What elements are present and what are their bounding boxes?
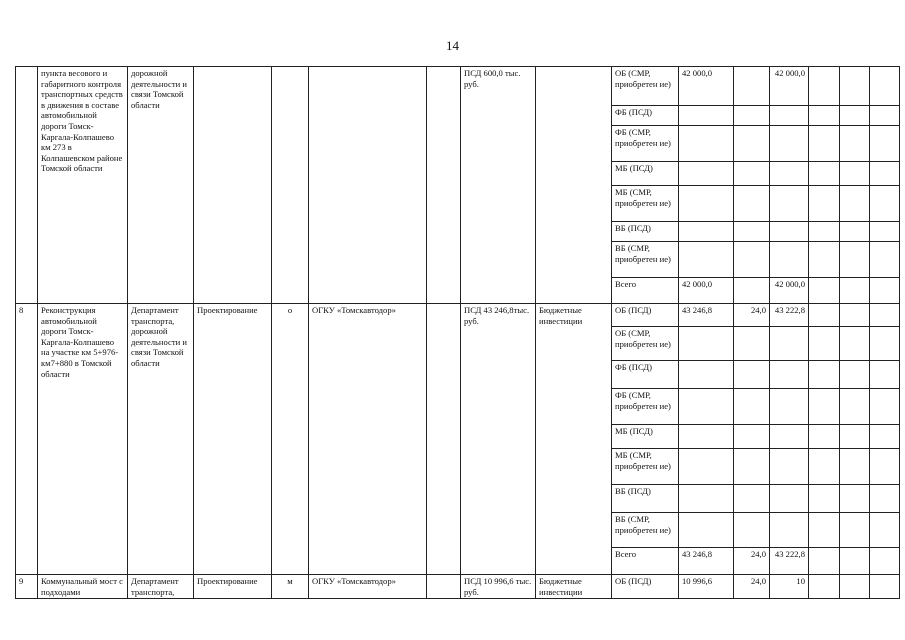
investment-type: Бюджетные инвестиции <box>536 575 612 599</box>
empty-cell <box>809 304 840 327</box>
empty-cell <box>427 67 461 304</box>
amount <box>679 485 734 513</box>
empty-cell <box>427 575 461 599</box>
empty-cell <box>870 67 900 106</box>
total <box>770 327 809 361</box>
total <box>770 449 809 485</box>
amount: 43 246,8 <box>679 548 734 575</box>
empty-cell <box>809 389 840 425</box>
amount: 10 996,6 <box>679 575 734 599</box>
object-name: Реконструкция автомобильной дороги Томск-Каргала-Колпашево на участке км 5+976-км7+880 в Томской области <box>38 304 128 575</box>
empty-cell <box>809 278 840 304</box>
percent <box>734 449 770 485</box>
total <box>770 425 809 449</box>
empty-cell <box>809 186 840 222</box>
total <box>770 242 809 278</box>
source-label: МБ (ПСД) <box>612 425 679 449</box>
empty-cell <box>809 449 840 485</box>
total: 42 000,0 <box>770 278 809 304</box>
empty-cell <box>840 304 870 327</box>
empty-cell <box>840 425 870 449</box>
amount <box>679 389 734 425</box>
source-label: ВБ (СМР, приобретен ие) <box>612 242 679 278</box>
table-row <box>16 575 900 599</box>
empty-cell <box>870 278 900 304</box>
percent <box>734 389 770 425</box>
percent <box>734 67 770 106</box>
empty-cell <box>870 575 900 599</box>
empty-cell <box>840 186 870 222</box>
percent <box>734 186 770 222</box>
empty-cell <box>840 575 870 599</box>
amount <box>679 186 734 222</box>
total <box>770 126 809 162</box>
empty-cell <box>840 126 870 162</box>
empty-cell <box>809 242 840 278</box>
stage: Проектирование <box>194 304 272 575</box>
stage <box>194 67 272 304</box>
percent <box>734 513 770 548</box>
percent <box>734 485 770 513</box>
source-label: МБ (СМР, приобретен ие) <box>612 186 679 222</box>
source-label: ОБ (ПСД) <box>612 575 679 599</box>
mark <box>272 67 309 304</box>
responsible: Департамент транспорта, <box>128 575 194 599</box>
empty-cell <box>809 222 840 242</box>
percent <box>734 162 770 186</box>
empty-cell <box>809 485 840 513</box>
amount <box>679 242 734 278</box>
total <box>770 361 809 389</box>
total <box>770 389 809 425</box>
empty-cell <box>870 186 900 222</box>
total: 43 222,8 <box>770 304 809 327</box>
amount <box>679 106 734 126</box>
amount <box>679 425 734 449</box>
empty-cell <box>870 126 900 162</box>
percent: 24,0 <box>734 575 770 599</box>
empty-cell <box>840 449 870 485</box>
empty-cell <box>840 278 870 304</box>
empty-cell <box>840 327 870 361</box>
cost: ПСД 600,0 тыс. руб. <box>461 67 536 304</box>
percent <box>734 425 770 449</box>
amount <box>679 513 734 548</box>
empty-cell <box>870 389 900 425</box>
stage: Проектирование <box>194 575 272 599</box>
source-label: ОБ (СМР, приобретен ие) <box>612 327 679 361</box>
empty-cell <box>427 304 461 575</box>
empty-cell <box>809 513 840 548</box>
source-label: МБ (СМР, приобретен ие) <box>612 449 679 485</box>
total <box>770 485 809 513</box>
empty-cell <box>809 425 840 449</box>
amount: 42 000,0 <box>679 67 734 106</box>
empty-cell <box>809 361 840 389</box>
empty-cell <box>870 242 900 278</box>
object-name: Коммунальный мост с подходами <box>38 575 128 599</box>
empty-cell <box>870 361 900 389</box>
amount <box>679 126 734 162</box>
empty-cell <box>809 327 840 361</box>
total: 43 222,8 <box>770 548 809 575</box>
empty-cell <box>870 106 900 126</box>
source-label: ОБ (СМР, приобретен ие) <box>612 67 679 106</box>
percent <box>734 126 770 162</box>
empty-cell <box>840 361 870 389</box>
percent <box>734 222 770 242</box>
amount <box>679 162 734 186</box>
amount <box>679 449 734 485</box>
empty-cell <box>809 67 840 106</box>
source-label: МБ (ПСД) <box>612 162 679 186</box>
amount <box>679 327 734 361</box>
total <box>770 513 809 548</box>
source-label: ВБ (ПСД) <box>612 485 679 513</box>
source-label: ФБ (СМР, приобретен ие) <box>612 389 679 425</box>
empty-cell <box>809 106 840 126</box>
mark: м <box>272 575 309 599</box>
empty-cell <box>840 106 870 126</box>
table-row <box>16 67 900 106</box>
empty-cell <box>809 162 840 186</box>
empty-cell <box>870 513 900 548</box>
table-row <box>16 304 900 327</box>
total <box>770 162 809 186</box>
percent: 24,0 <box>734 304 770 327</box>
empty-cell <box>840 389 870 425</box>
percent: 24,0 <box>734 548 770 575</box>
source-label: ФБ (ПСД) <box>612 106 679 126</box>
total: 10 <box>770 575 809 599</box>
empty-cell <box>870 304 900 327</box>
object-name: пункта весового и габаритного контроля транспортных средств в движения в составе автомобильной дороги Томск-Каргала-Колпашево км 273 в Колпашевском районе Томской области <box>38 67 128 304</box>
empty-cell <box>809 575 840 599</box>
cost: ПСД 10 996,6 тыс. руб. <box>461 575 536 599</box>
empty-cell <box>870 222 900 242</box>
amount: 43 246,8 <box>679 304 734 327</box>
total: 42 000,0 <box>770 67 809 106</box>
empty-cell <box>809 126 840 162</box>
row-number <box>16 67 38 304</box>
empty-cell <box>840 242 870 278</box>
total <box>770 106 809 126</box>
percent <box>734 327 770 361</box>
empty-cell <box>840 67 870 106</box>
empty-cell <box>870 425 900 449</box>
empty-cell <box>840 485 870 513</box>
percent <box>734 106 770 126</box>
responsible: дорожной деятельности и связи Томской области <box>128 67 194 304</box>
row-number: 9 <box>16 575 38 599</box>
source-label: Всего <box>612 278 679 304</box>
amount <box>679 222 734 242</box>
empty-cell <box>870 485 900 513</box>
empty-cell <box>870 548 900 575</box>
row-number: 8 <box>16 304 38 575</box>
program-table <box>15 66 900 599</box>
empty-cell <box>840 513 870 548</box>
empty-cell <box>840 162 870 186</box>
amount: 42 000,0 <box>679 278 734 304</box>
executor: ОГКУ «Томскавтодор» <box>309 304 427 575</box>
total <box>770 222 809 242</box>
amount <box>679 361 734 389</box>
source-label: ВБ (ПСД) <box>612 222 679 242</box>
page-number: 14 <box>446 38 459 53</box>
source-label: ФБ (СМР, приобретен ие) <box>612 126 679 162</box>
executor <box>309 67 427 304</box>
empty-cell <box>840 222 870 242</box>
percent <box>734 278 770 304</box>
responsible: Департамент транспорта, дорожной деятельности и связи Томской области <box>128 304 194 575</box>
empty-cell <box>870 449 900 485</box>
empty-cell <box>840 548 870 575</box>
empty-cell <box>870 162 900 186</box>
investment-type: Бюджетные инвестиции <box>536 304 612 575</box>
percent <box>734 361 770 389</box>
total <box>770 186 809 222</box>
cost: ПСД 43 246,8тыс. руб. <box>461 304 536 575</box>
source-label: ФБ (ПСД) <box>612 361 679 389</box>
source-label: ОБ (ПСД) <box>612 304 679 327</box>
investment-type <box>536 67 612 304</box>
mark: о <box>272 304 309 575</box>
source-label: Всего <box>612 548 679 575</box>
empty-cell <box>809 548 840 575</box>
percent <box>734 242 770 278</box>
source-label: ВБ (СМР, приобретен ие) <box>612 513 679 548</box>
empty-cell <box>870 327 900 361</box>
executor: ОГКУ «Томскавтодор» <box>309 575 427 599</box>
